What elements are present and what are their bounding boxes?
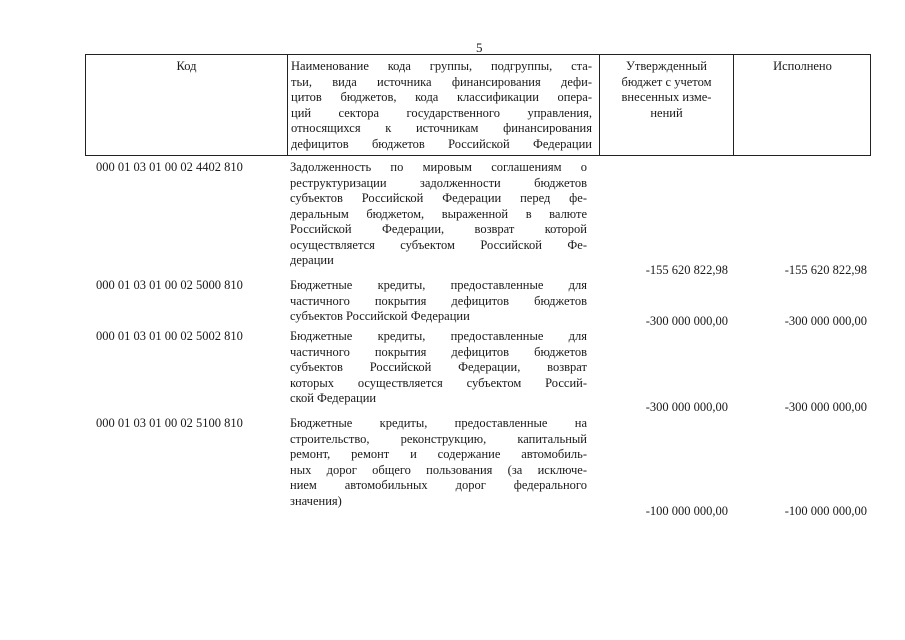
description-line: нием автомобильных дорог федерального (290, 478, 587, 492)
header-name-line: тьи, вида источника финансирования дефи- (291, 74, 592, 89)
row-description (290, 329, 587, 407)
executed-amount: -100 000 000,00 (784, 504, 867, 518)
description-line: Бюджетные кредиты, предоставленные для (290, 329, 587, 343)
column-divider (287, 55, 288, 155)
description-line: осуществляется субъектом Российской Фе- (290, 237, 587, 252)
description-line: Бюджетные кредиты, предоставленные на (290, 416, 587, 430)
description-line: Задолженность по мировым соглашениям о (290, 160, 587, 174)
row-description (290, 160, 587, 269)
description-line: субъектов Российской Федерации (290, 309, 470, 323)
executed-amount: -300 000 000,00 (784, 400, 867, 414)
description-line: ных дорог общего пользования (за исключе- (290, 462, 587, 477)
row-code: 000 01 03 01 00 02 4402 810 (96, 160, 243, 174)
header-name-line: дефицитов бюджетов Российской Федерации (291, 136, 592, 151)
description-line: деральным бюджетом, выраженной в валюте (290, 206, 587, 221)
description-line: Бюджетные кредиты, предоставленные для (290, 278, 587, 292)
header-name-line: цитов бюджетов, кода классификации опера- (291, 90, 592, 104)
row-code: 000 01 03 01 00 02 5002 810 (96, 329, 243, 343)
description-line: которых осуществляется субъектом Россий- (290, 375, 587, 390)
approved-amount: -100 000 000,00 (645, 504, 728, 518)
description-line: частичного покрытия дефицитов бюджетов (290, 293, 587, 308)
header-approved-line: бюджет с учетом (621, 74, 712, 89)
row-code: 000 01 03 01 00 02 5100 810 (96, 416, 243, 430)
header-approved-line: внесенных изме- (621, 90, 712, 104)
description-line: субъектов Российской Федерации перед фе- (290, 191, 587, 205)
header-name-line: ций сектора государственного управления, (291, 105, 592, 120)
table-row (0, 416, 905, 521)
header-name-line: Наименование кода группы, подгруппы, ста- (291, 59, 592, 73)
row-description (290, 416, 587, 509)
description-line: дерации (290, 253, 334, 267)
table-row (0, 329, 905, 414)
executed-amount: -300 000 000,00 (784, 314, 867, 328)
table-row (0, 160, 905, 285)
row-code: 000 01 03 01 00 02 5000 810 (96, 278, 243, 292)
description-line: реструктуризации задолженности бюджетов (290, 175, 587, 190)
description-line: Российской Федерации, возврат которой (290, 222, 587, 236)
description-line: частичного покрытия дефицитов бюджетов (290, 344, 587, 359)
header-name-line: относящихся к источникам финансирования (291, 121, 592, 135)
description-line: строительство, реконструкцию, капитальный (290, 431, 587, 446)
description-line: ремонт, ремонт и содержание автомобиль- (290, 447, 587, 461)
table-header (85, 54, 871, 156)
description-line: ской Федерации (290, 391, 377, 405)
header-name (291, 59, 592, 152)
description-line: субъектов Российской Федерации, возврат (290, 360, 587, 374)
header-approved-line: нений (650, 105, 683, 120)
executed-amount: -155 620 822,98 (784, 263, 867, 277)
table-row (0, 278, 905, 328)
description-line: значения) (290, 493, 342, 508)
row-description (290, 278, 587, 325)
approved-amount: -155 620 822,98 (645, 263, 728, 277)
header-approved-line: Утвержденный (626, 59, 707, 73)
approved-amount: -300 000 000,00 (645, 400, 728, 414)
page-number: 5 (476, 40, 483, 55)
header-code: Код (176, 59, 197, 73)
header-executed: Исполнено (773, 59, 832, 73)
header-approved (600, 59, 733, 121)
approved-amount: -300 000 000,00 (645, 314, 728, 328)
